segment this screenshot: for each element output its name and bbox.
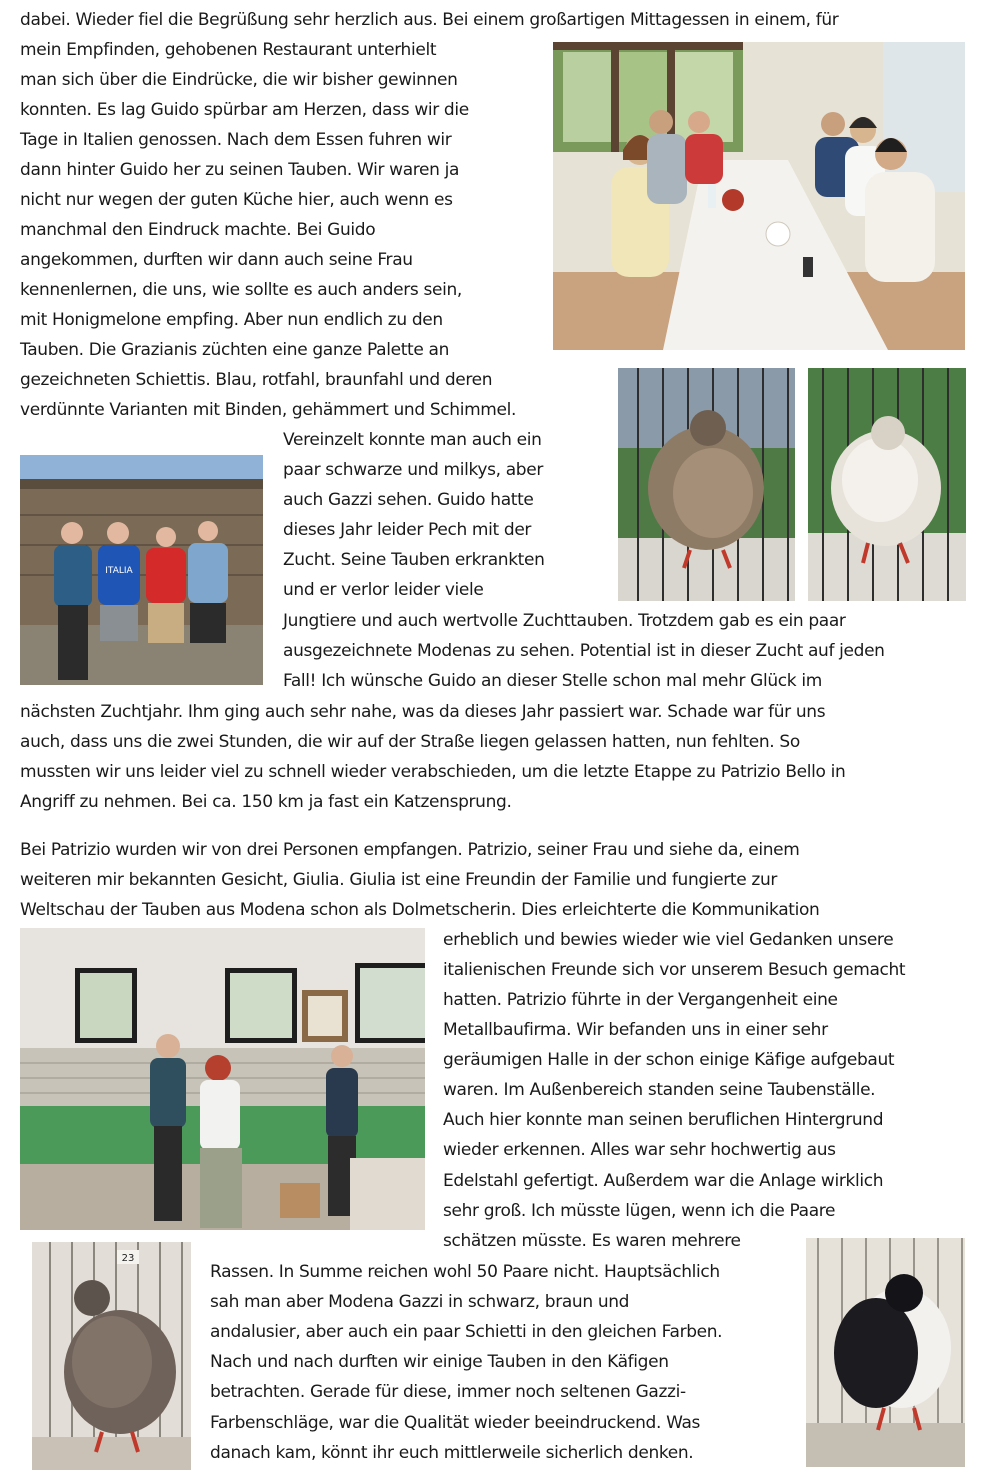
cage-number: 23 xyxy=(121,1253,135,1264)
text-line: verdünnte Varianten mit Binden, gehämmert und Schimmel. xyxy=(20,400,517,420)
text-line: Bei Patrizio wurden wir von drei Personen empfangen. Patrizio, seiner Frau und siehe da, einem xyxy=(20,840,800,860)
text-line: gezeichneten Schiettis. Blau, rotfahl, braunfahl und deren xyxy=(20,370,493,390)
text-line: Farbenschläge, war die Qualität wieder beeindruckend. Was xyxy=(210,1413,701,1433)
text-line: manchmal den Eindruck machte. Bei Guido xyxy=(20,220,376,240)
shirt-text: ITALIA xyxy=(105,566,133,576)
text-line: Tage in Italien genossen. Nach dem Essen fuhren wir xyxy=(20,130,452,150)
text-line: auch Gazzi sehen. Guido hatte xyxy=(283,490,534,510)
text-line: paar schwarze und milkys, aber xyxy=(283,460,543,480)
restaurant-photo xyxy=(553,42,965,350)
text-line: danach kam, könnt ihr euch mittlerweile sicherlich denken. xyxy=(210,1443,694,1463)
text-line: Tauben. Die Grazianis züchten eine ganze Palette an xyxy=(20,340,450,360)
text-line: Auch hier konnte man seinen beruflichen Hintergrund xyxy=(443,1110,884,1130)
text-line: andalusier, aber auch ein paar Schietti in den gleichen Farben. xyxy=(210,1322,723,1342)
text-line: kennenlernen, die uns, wie sollte es auch anders sein, xyxy=(20,280,462,300)
text-line: Jungtiere und auch wertvolle Zuchttauben. Trotzdem gab es ein paar xyxy=(283,611,846,631)
text-line: geräumigen Halle in der schon einige Käfige aufgebaut xyxy=(443,1050,895,1070)
text-line: mein Empfinden, gehobenen Restaurant unterhielt xyxy=(20,40,437,60)
text-line: nächsten Zuchtjahr. Ihm ging auch sehr nahe, was da dieses Jahr passiert war. Schade war für uns xyxy=(20,702,826,722)
hall-photo xyxy=(20,928,425,1230)
text-line: Fall! Ich wünsche Guido an dieser Stelle schon mal mehr Glück im xyxy=(283,671,822,691)
text-line: weiteren mir bekannten Gesicht, Giulia. Giulia ist eine Freundin der Familie und fungierte zur xyxy=(20,870,778,890)
text-line: Rassen. In Summe reichen wohl 50 Paare nicht. Hauptsächlich xyxy=(210,1262,720,1282)
text-line: nicht nur wegen der guten Küche hier, auch wenn es xyxy=(20,190,453,210)
text-line: betrachten. Gerade für diese, immer noch seltenen Gazzi- xyxy=(210,1382,686,1402)
text-line: angekommen, durften wir dann auch seine Frau xyxy=(20,250,413,270)
text-line: erheblich und bewies wieder wie viel Gedanken unsere xyxy=(443,930,894,950)
text-line: ausgezeichnete Modenas zu sehen. Potential ist in dieser Zucht auf jeden xyxy=(283,641,885,661)
text-line: dieses Jahr leider Pech mit der xyxy=(283,520,532,540)
text-line: italienischen Freunde sich vor unserem Besuch gemacht xyxy=(443,960,906,980)
text-line: mussten wir uns leider viel zu schnell wieder verabschieden, um die letzte Etappe zu Patrizio Bello in xyxy=(20,762,846,782)
pigeon-photo-black-white xyxy=(806,1238,965,1467)
text-line: Zucht. Seine Tauben erkrankten xyxy=(283,550,545,570)
text-line: und er verlor leider viele xyxy=(283,580,484,600)
text-line: hatten. Patrizio führte in der Vergangenheit eine xyxy=(443,990,838,1010)
pigeon-photo-cage xyxy=(32,1242,191,1470)
text-line: man sich über die Eindrücke, die wir bisher gewinnen xyxy=(20,70,458,90)
text-line: sehr groß. Ich müsste lügen, wenn ich die Paare xyxy=(443,1201,836,1221)
text-line: Angriff zu nehmen. Bei ca. 150 km ja fast ein Katzensprung. xyxy=(20,792,512,812)
text-line: sah man aber Modena Gazzi in schwarz, braun und xyxy=(210,1292,630,1312)
pigeon-photo-white xyxy=(808,368,966,601)
text-line: mit Honigmelone empfing. Aber nun endlich zu den xyxy=(20,310,443,330)
text-line: konnten. Es lag Guido spürbar am Herzen, dass wir die xyxy=(20,100,469,120)
text-line: Nach und nach durften wir einige Tauben in den Käfigen xyxy=(210,1352,669,1372)
text-line: Vereinzelt konnte man auch ein xyxy=(283,430,542,450)
text-line: schätzen müsste. Es waren mehrere xyxy=(443,1231,741,1251)
text-line: Edelstahl gefertigt. Außerdem war die Anlage wirklich xyxy=(443,1171,884,1191)
group-photo-four-men xyxy=(20,455,263,685)
text-line: Metallbaufirma. Wir befanden uns in einer sehr xyxy=(443,1020,828,1040)
text-line: dann hinter Guido her zu seinen Tauben. Wir waren ja xyxy=(20,160,460,180)
pigeon-photo-brown xyxy=(618,368,795,601)
text-line: auch, dass uns die zwei Stunden, die wir auf der Straße liegen gelassen hatten, nun fehlten. So xyxy=(20,732,800,752)
text-line: wieder erkennen. Alles war sehr hochwertig aus xyxy=(443,1140,836,1160)
text-line: dabei. Wieder fiel die Begrüßung sehr herzlich aus. Bei einem großartigen Mittagessen in einem, für xyxy=(20,10,839,30)
text-line: waren. Im Außenbereich standen seine Taubenställe. xyxy=(443,1080,876,1100)
text-line: Weltschau der Tauben aus Modena schon als Dolmetscherin. Dies erleichterte die Kommunikation xyxy=(20,900,820,920)
